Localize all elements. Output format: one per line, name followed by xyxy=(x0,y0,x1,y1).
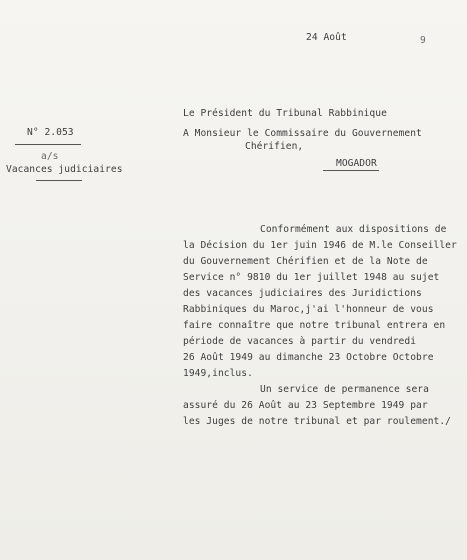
body-line: Rabbiniques du Maroc,j'ai l'honneur de vous xyxy=(183,304,434,315)
addressee-line-2: Chérifien, xyxy=(245,141,304,152)
page-mark: 9 xyxy=(420,35,426,46)
sender-title: Le Président du Tribunal Rabbinique xyxy=(183,108,387,119)
city-rule xyxy=(323,170,379,171)
body-line: la Décision du 1er juin 1946 de M.le Conseiller xyxy=(183,240,457,251)
body-line: 26 Août 1949 au dimanche 23 Octobre Octobre xyxy=(183,352,434,363)
addressee-line-1: A Monsieur le Commissaire du Gouvernement xyxy=(183,128,422,139)
reference-rule xyxy=(15,144,81,145)
body-line: du Gouvernement Chérifien et de la Note de xyxy=(183,256,428,267)
subject-rule xyxy=(36,180,82,181)
body-line: faire connaître que notre tribunal entrera en xyxy=(183,320,446,331)
date: 24 Août xyxy=(306,32,347,43)
body-line: Un service de permanence sera xyxy=(260,384,429,395)
addressee-city: MOGADOR xyxy=(336,158,377,169)
body-line: période de vacances à partir du vendredi xyxy=(183,336,417,347)
body-line: assuré du 26 Août au 23 Septembre 1949 par xyxy=(183,400,428,411)
body-line: les Juges de notre tribunal et par roulement./ xyxy=(183,416,451,427)
body-line: 1949,inclus. xyxy=(183,368,253,379)
body-line: des vacances judiciaires des Juridictions xyxy=(183,288,422,299)
subject-prefix: a/s xyxy=(41,151,59,162)
reference-number: N° 2.053 xyxy=(27,127,74,138)
body-line: Service n° 9810 du 1er juillet 1948 au sujet xyxy=(183,272,440,283)
body-line: Conformément aux dispositions de xyxy=(260,224,447,235)
subject-text: Vacances judiciaires xyxy=(6,164,123,175)
